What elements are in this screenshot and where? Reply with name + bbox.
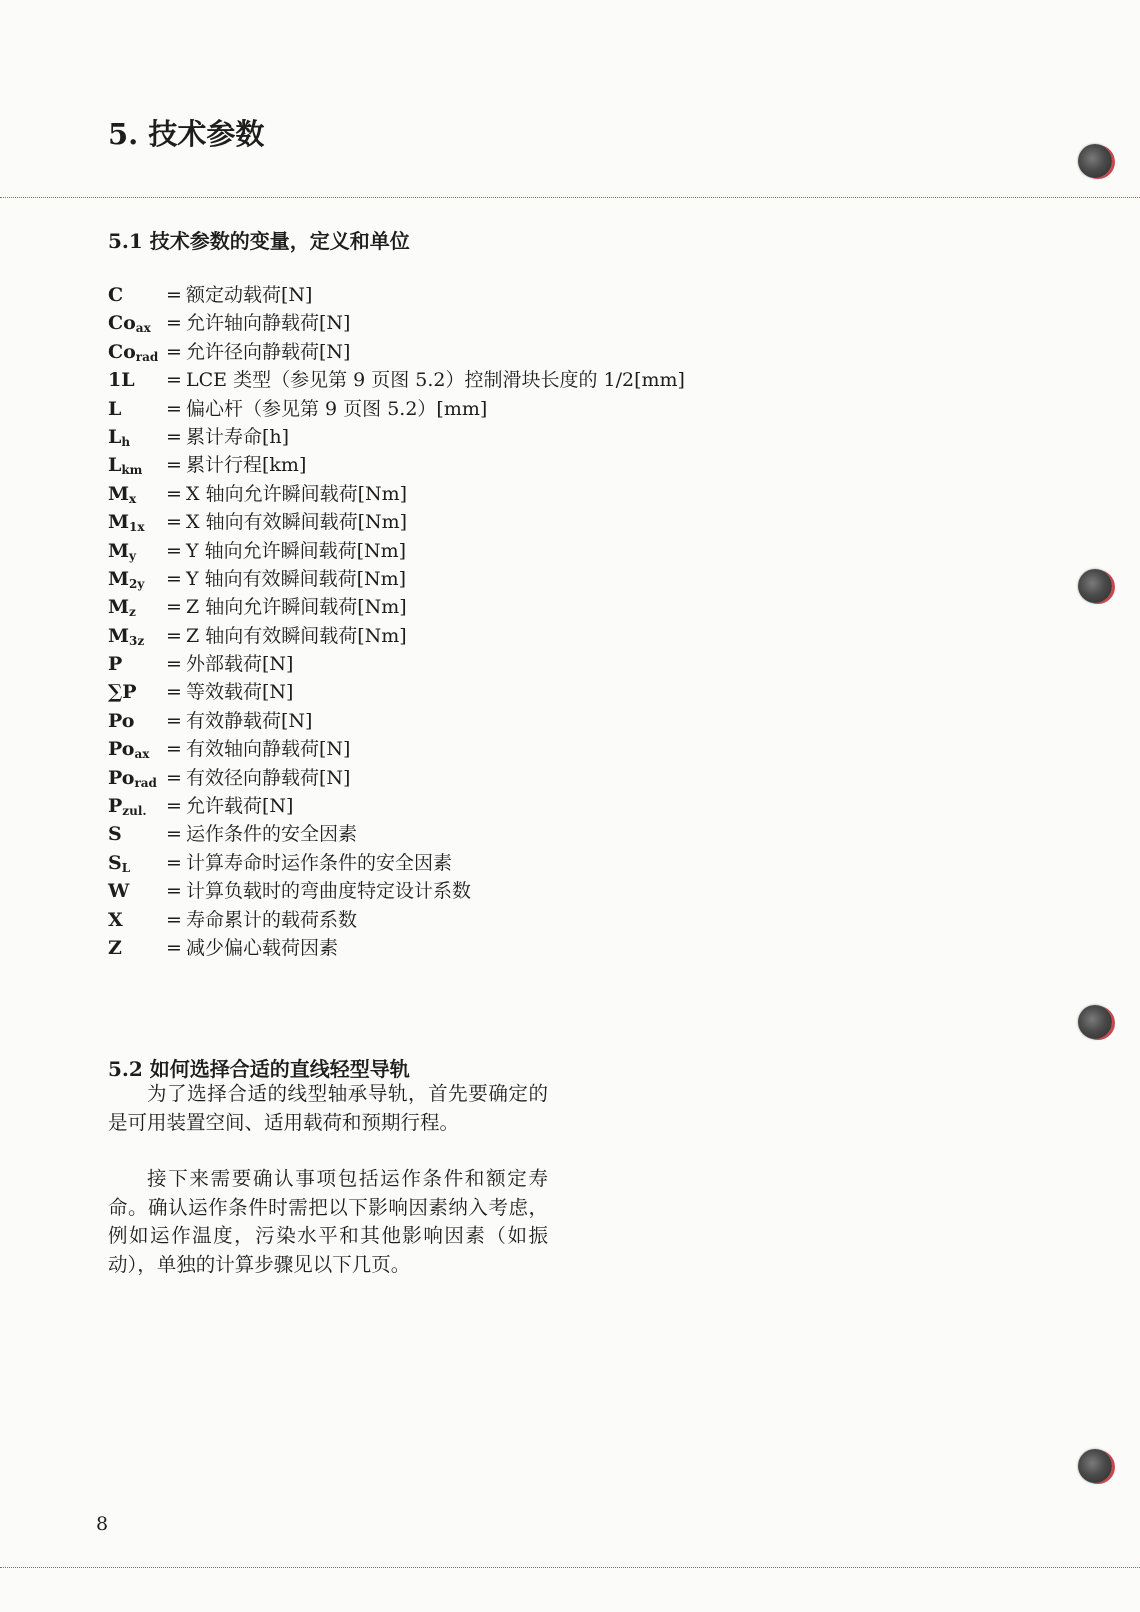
equals-sign: =: [166, 596, 182, 619]
definition-text: 外部载荷[N]: [186, 653, 294, 676]
definition-text: Y 轴向有效瞬间载荷[Nm]: [186, 567, 407, 590]
definition-text: 允许轴向静载荷[N]: [186, 312, 351, 335]
equals-sign: =: [166, 511, 182, 534]
intro-paragraph: 为了选择合适的线型轴承导轨，首先要确定的是可用装置空间、适用载荷和预期行程。: [108, 1082, 548, 1134]
binder-hole-icon: [1078, 144, 1112, 178]
equals-sign: =: [166, 425, 182, 448]
symbol: Mz: [108, 596, 136, 620]
definition-text: 有效径向静载荷[N]: [186, 766, 351, 789]
equals-sign: =: [166, 369, 182, 392]
symbol: L: [108, 397, 122, 420]
equals-sign: =: [166, 624, 182, 647]
symbol: Pzul.: [108, 795, 147, 819]
top-divider: [0, 197, 1140, 198]
binder-hole-icon: [1078, 1449, 1112, 1483]
section-5-1-title: 5.1 技术参数的变量，定义和单位: [108, 229, 410, 253]
equals-sign: =: [166, 738, 182, 761]
equals-sign: =: [166, 653, 182, 676]
definition-text: Z 轴向有效瞬间载荷[Nm]: [186, 624, 407, 647]
equals-sign: =: [166, 709, 182, 732]
definition-text: X 轴向允许瞬间载荷[Nm]: [186, 482, 408, 505]
definition-text: Z 轴向允许瞬间载荷[Nm]: [186, 596, 407, 619]
symbol: Porad: [108, 766, 157, 790]
equals-sign: =: [166, 340, 182, 363]
symbol: Corad: [108, 340, 159, 364]
symbol: Z: [108, 936, 122, 959]
symbol: Coax: [108, 312, 151, 336]
definition-text: 额定动载荷[N]: [186, 284, 313, 306]
symbol: Mx: [108, 482, 137, 506]
symbol: X: [108, 908, 123, 931]
definition-text: 偏心杆（参见第 9 页图 5.2）[mm]: [186, 397, 488, 420]
definition-text: 计算负载时的弯曲度特定设计系数: [186, 880, 472, 903]
equals-sign: =: [166, 539, 182, 562]
symbol: M1x: [108, 511, 145, 535]
symbol: W: [108, 880, 130, 903]
equals-sign: =: [166, 312, 182, 335]
symbol: Lh: [108, 425, 131, 449]
equals-sign: =: [166, 567, 182, 590]
binder-hole-icon: [1078, 569, 1112, 603]
equals-sign: =: [166, 284, 182, 306]
equals-sign: =: [166, 482, 182, 505]
definition-text: 累计行程[km]: [186, 454, 307, 477]
definition-text: 寿命累计的载荷系数: [186, 908, 358, 931]
symbol: S: [108, 823, 122, 846]
equals-sign: =: [166, 851, 182, 874]
symbol: C: [108, 284, 124, 306]
definition-text: 计算寿命时运作条件的安全因素: [186, 851, 453, 874]
equals-sign: =: [166, 880, 182, 903]
binder-hole-icon: [1078, 1005, 1112, 1039]
bottom-divider: [0, 1567, 1140, 1568]
definition-text: 运作条件的安全因素: [186, 823, 358, 846]
symbol: My: [108, 539, 137, 563]
definition-text: 等效载荷[N]: [186, 681, 294, 704]
equals-sign: =: [166, 681, 182, 704]
symbol: Lkm: [108, 454, 143, 478]
equals-sign: =: [166, 766, 182, 789]
symbol: 1L: [108, 369, 135, 392]
equals-sign: =: [166, 908, 182, 931]
definition-text: 允许径向静载荷[N]: [186, 340, 351, 363]
chapter-heading: 5. 技术参数: [108, 117, 265, 151]
definition-text: 允许载荷[N]: [186, 795, 294, 818]
definition-text: 有效静载荷[N]: [186, 709, 313, 732]
definition-text: LCE 类型（参见第 9 页图 5.2）控制滑块长度的 1/2[mm]: [186, 369, 685, 392]
symbol: Po: [108, 709, 135, 732]
definition-text: Y 轴向允许瞬间载荷[Nm]: [186, 539, 407, 562]
symbol: SL: [108, 851, 131, 875]
equals-sign: =: [166, 397, 182, 420]
definition-text: 有效轴向静载荷[N]: [186, 738, 351, 761]
symbol: ∑P: [108, 681, 137, 704]
equals-sign: =: [166, 795, 182, 818]
equals-sign: =: [166, 454, 182, 477]
operating-conditions-paragraph: 接下来需要确认事项包括运作条件和额定寿命。确认运作条件时需把以下影响因素纳入考虑，例如运作温度，污染水平和其他影响因素（如振动），单独的计算步骤见以下几页。: [108, 1167, 548, 1276]
equals-sign: =: [166, 823, 182, 846]
definition-text: 累计寿命[h]: [186, 425, 290, 448]
page-number: 8: [96, 1513, 109, 1535]
equals-sign: =: [166, 936, 182, 959]
symbol: M3z: [108, 624, 145, 648]
symbol: Poax: [108, 738, 150, 762]
definition-text: X 轴向有效瞬间载荷[Nm]: [186, 511, 408, 534]
symbol: P: [108, 653, 123, 676]
symbol: M2y: [108, 567, 145, 591]
section-5-2-title: 5.2 如何选择合适的直线轻型导轨: [108, 1057, 410, 1081]
definition-text: 减少偏心载荷因素: [186, 936, 339, 959]
